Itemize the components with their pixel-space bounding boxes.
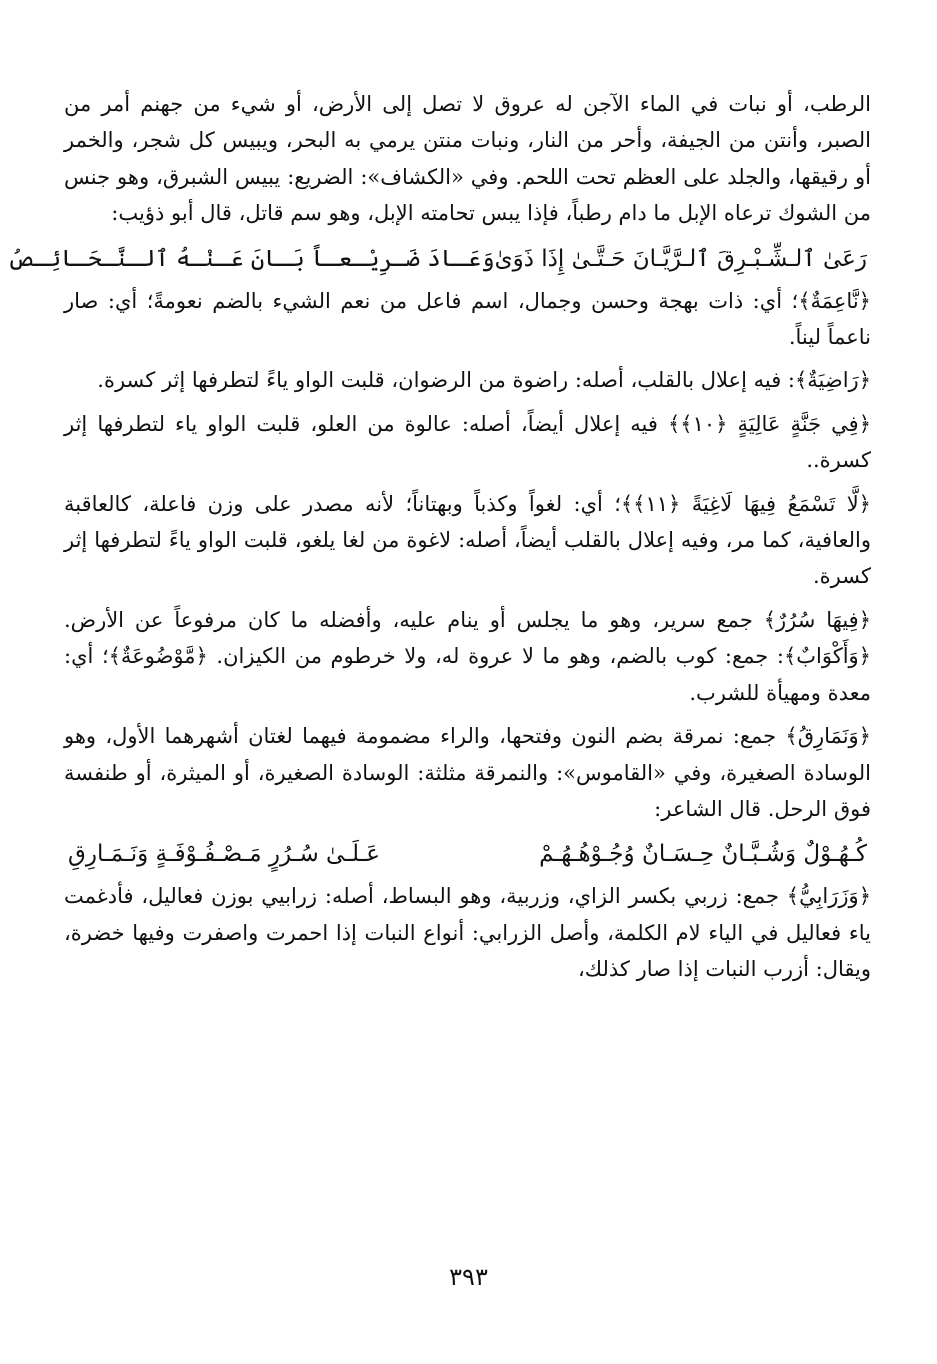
verse-poet: [64, 834, 871, 874]
verse-abu-dhuayb: [7, 239, 871, 279]
paragraph-jannah-aliyah: ﴿فِي جَنَّةٍ عَالِيَةٍ ﴿١٠﴾﴾ فيه إعلال أيضاً، أصله: عالوة من العلو، قلبت الواو ياء لتطرفها إثر كسرة..: [64, 411, 871, 473]
paragraph-namariq: ﴿وَنَمَارِقُ﴾ جمع: نمرقة بضم النون وفتحها، والراء مضمومة فيهما لغتان أشهرهما الأول، وهو الوسادة الصغيرة، وفي «القاموس»: والنمرقة مثلثة: الوسادة الصغيرة، أو الميثرة، أو طنفسة فوق الرحل. قال الشاعر:: [64, 724, 871, 821]
page-number: ٣٩٣: [449, 1263, 488, 1291]
verse-second-hemistich: عَـلَـىٰ سُـرُرٍ مَـصْـفُـوْفَـةٍ وَنَـمَـارِقِ: [68, 841, 381, 868]
verse-first-hemistich: رَعَىٰ ٱلـشِّـبْـرِقَ ٱلـرَّيَّـانَ حَـتَّـىٰ إِذَا ذَوَىٰ: [494, 245, 867, 272]
paragraph-naimah: ﴿نَّاعِمَةٌ﴾؛ أي: ذات بهجة وحسن وجمال، اسم فاعل من نعم الشيء بالضم نعومةً؛ أي: صار ناعماً ليناً.: [64, 288, 871, 350]
paragraph-dari-definition: الرطب، أو نبات في الماء الآجن له عروق لا تصل إلى الأرض، أو شيء من جهنم أمر من الصبر، وأنتن من الجيفة، وأحر من النار، ونبات منتن يرمي به البحر، ويبيس كل شجر، والخمر أو رقيقها، والجلد على العظم تحت اللحم. وفي «الكشاف»: الضريع: يبيس الشبرق، وهو جنس من الشوك ترعاه الإبل ما دام رطباً، فإذا يبس تحامته الإبل، وهو سم قاتل، قال أبو ذؤيب:: [64, 92, 871, 226]
page-body: [7, 86, 871, 995]
paragraph-zarabi: ﴿وَزَرَابِيُّ﴾ جمع: زربي بكسر الزاي، وزربية، وهو البساط، أصله: زرابيي بوزن فعاليل، فأدغمت ياء فعاليل في الياء لام الكلمة، وأصل الزرابي: أنواع النبات إذا احمرت واصفرت وفيها خضرة، ويقال: أزرب النبات إذا صار كذلك،: [64, 884, 871, 982]
verse-second-hemistich: وَعَـادَ ضَـرِيْـعـاً بَـانَ عَـنْـهُ ٱلـنَّـحَـائِـصُ: [7, 245, 495, 272]
paragraph-sururun: ﴿فِيهَا سُرُرٌ﴾ جمع سرير، وهو ما يجلس أو ينام عليه، وأفضله ما كان مرفوعاً عن الأرض. ﴿وَأَكْوَابٌ﴾: جمع: كوب بالضم، وهو ما لا عروة له، ولا خرطوم من الكيزان. ﴿مَّوْضُوعَةٌ﴾؛ أي: معدة ومهيأة للشرب.: [64, 607, 871, 705]
verse-first-hemistich: كُـهُـوْلٌ وَشُـبَّـانٌ حِـسَـانٌ وُجُـوْهُـهُـمْ: [539, 841, 867, 868]
paragraph-laghiyah: ﴿لَّا تَسْمَعُ فِيهَا لَاغِيَةً ﴿١١﴾﴾؛ أي: لغواً وكذباً وبهتاناً؛ لأنه مصدر على وزن فاعلة، كالعاقبة والعافية، كما مر، وفيه إعلال بالقلب أيضاً، أصله: لاغوة من لغا يلغو، قلبت الواو ياءً لتطرفها إثر كسرة.: [64, 491, 871, 589]
paragraph-radiyah: ﴿رَاضِيَةٌ﴾: فيه إعلال بالقلب، أصله: راضوة من الرضوان، قلبت الواو ياءً لتطرفها إثر كسرة.: [97, 368, 871, 393]
